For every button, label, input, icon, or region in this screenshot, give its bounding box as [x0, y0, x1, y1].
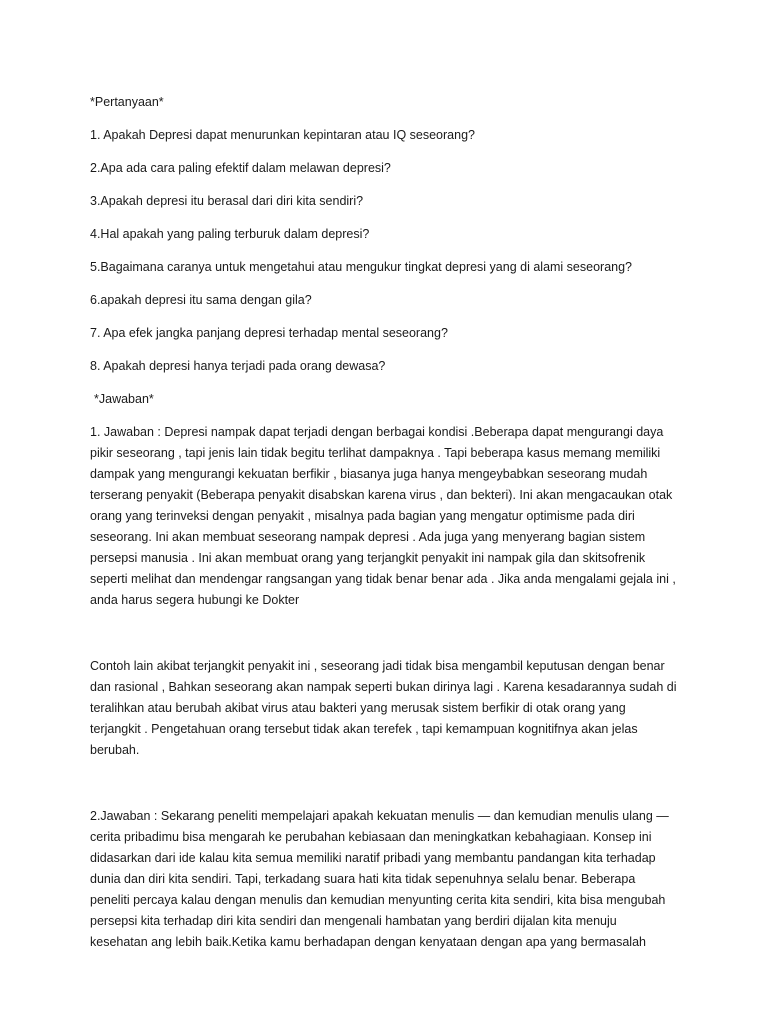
text-line: seseorang. Ini akan membuat seseorang nampak depresi . Ada juga yang menyerang bagian sistem: [90, 530, 646, 544]
question-6: 6.apakah depresi itu sama dengan gila?: [90, 293, 312, 307]
text-line: didasarkan dari ide kalau kita semua memiliki naratif pribadi yang membantu pandangan kita terhadap: [90, 851, 656, 865]
question-5: 5.Bagaimana caranya untuk mengetahui atau mengukur tingkat depresi yang di alami seseorang?: [90, 260, 633, 274]
answer-2-paragraph-1: [90, 806, 690, 953]
text-line: persepsi kita terhadap diri kita sendiri dan mengenali hambatan yang berdiri dijalan kita menuju: [90, 914, 617, 928]
questions-heading: *Pertanyaan*: [90, 95, 164, 109]
blank-space: [90, 773, 690, 806]
question-7: 7. Apa efek jangka panjang depresi terhadap mental seseorang?: [90, 326, 448, 340]
question-1: 1. Apakah Depresi dapat menurunkan kepintaran atau IQ seseorang?: [90, 128, 475, 142]
text-line: dunia dan diri kita sendiri. Tapi, terkadang suara hati kita tidak sepenuhnya selalu benar. Beberapa: [90, 872, 636, 886]
text-line: anda harus segera hubungi ke Dokter: [90, 593, 300, 607]
question-2: 2.Apa ada cara paling efektif dalam melawan depresi?: [90, 161, 391, 175]
text-line: dan rasional , Bahkan seseorang akan nampak seperti bukan dirinya lagi . Karena kesadarannya sudah di: [90, 680, 677, 694]
document-body: [90, 92, 690, 965]
text-line: 1. Jawaban : Depresi nampak dapat terjadi dengan berbagai kondisi .Beberapa dapat mengurangi daya: [90, 425, 664, 439]
text-line: peneliti percaya kalau dengan menulis dan kemudian menyunting cerita kita sendiri, kita bisa mengubah: [90, 893, 666, 907]
question-8: 8. Apakah depresi hanya terjadi pada orang dewasa?: [90, 359, 386, 373]
text-line: terjangkit . Pengetahuan orang tersebut tidak akan terefek , tapi kemampuan kognitifnya akan jelas: [90, 722, 638, 736]
text-line: dampak yang mengurangi kekuatan berfikir , biasanya juga hanya mengeybabkan seseorang mudah: [90, 467, 648, 481]
answer-1-paragraph-1: [90, 422, 690, 611]
text-line: seperti melihat dan mendengar rangsangan yang tidak benar benar ada . Jika anda mengalami gejala ini ,: [90, 572, 676, 586]
text-line: berubah.: [90, 743, 140, 757]
answer-1-paragraph-2: [90, 656, 690, 761]
text-line: 2.Jawaban : Sekarang peneliti mempelajari apakah kekuatan menulis — dan kemudian menulis ulang —: [90, 809, 669, 823]
text-line: orang yang terinveksi dengan penyakit , misalnya pada bagian yang mengatur optimisme pada diri: [90, 509, 635, 523]
text-line: teralihkan atau berubah akibat virus atau bakteri yang merusak sistem berfikir di otak orang yang: [90, 701, 626, 715]
text-line: Contoh lain akibat terjangkit penyakit ini , seseorang jadi tidak bisa mengambil keputusan dengan benar: [90, 659, 665, 673]
text-line: pikir seseorang , tapi jenis lain tidak begitu terlihat dampaknya . Tapi beberapa kasus memang memiliki: [90, 446, 661, 460]
questions-list: [90, 125, 690, 377]
question-3: 3.Apakah depresi itu berasal dari diri kita sendiri?: [90, 194, 364, 208]
text-line: terserang penyakit (Beberapa penyakit disabskan karena virus , dan bekteri). Ini akan mengacaukan otak: [90, 488, 673, 502]
text-line: kesehatan ang lebih baik.Ketika kamu berhadapan dengan kenyataan dengan apa yang bermasalah: [90, 935, 646, 949]
answers-heading: *Jawaban*: [94, 392, 154, 406]
text-line: persepsi manusia . Ini akan membuat orang yang terjangkit penyakit ini nampak gila dan skitsofrenik: [90, 551, 646, 565]
blank-space: [90, 623, 690, 656]
question-4: 4.Hal apakah yang paling terburuk dalam depresi?: [90, 227, 370, 241]
text-line: cerita pribadimu bisa mengarah ke perubahan kebiasaan dan meningkatkan kebahagiaan. Konsep ini: [90, 830, 652, 844]
